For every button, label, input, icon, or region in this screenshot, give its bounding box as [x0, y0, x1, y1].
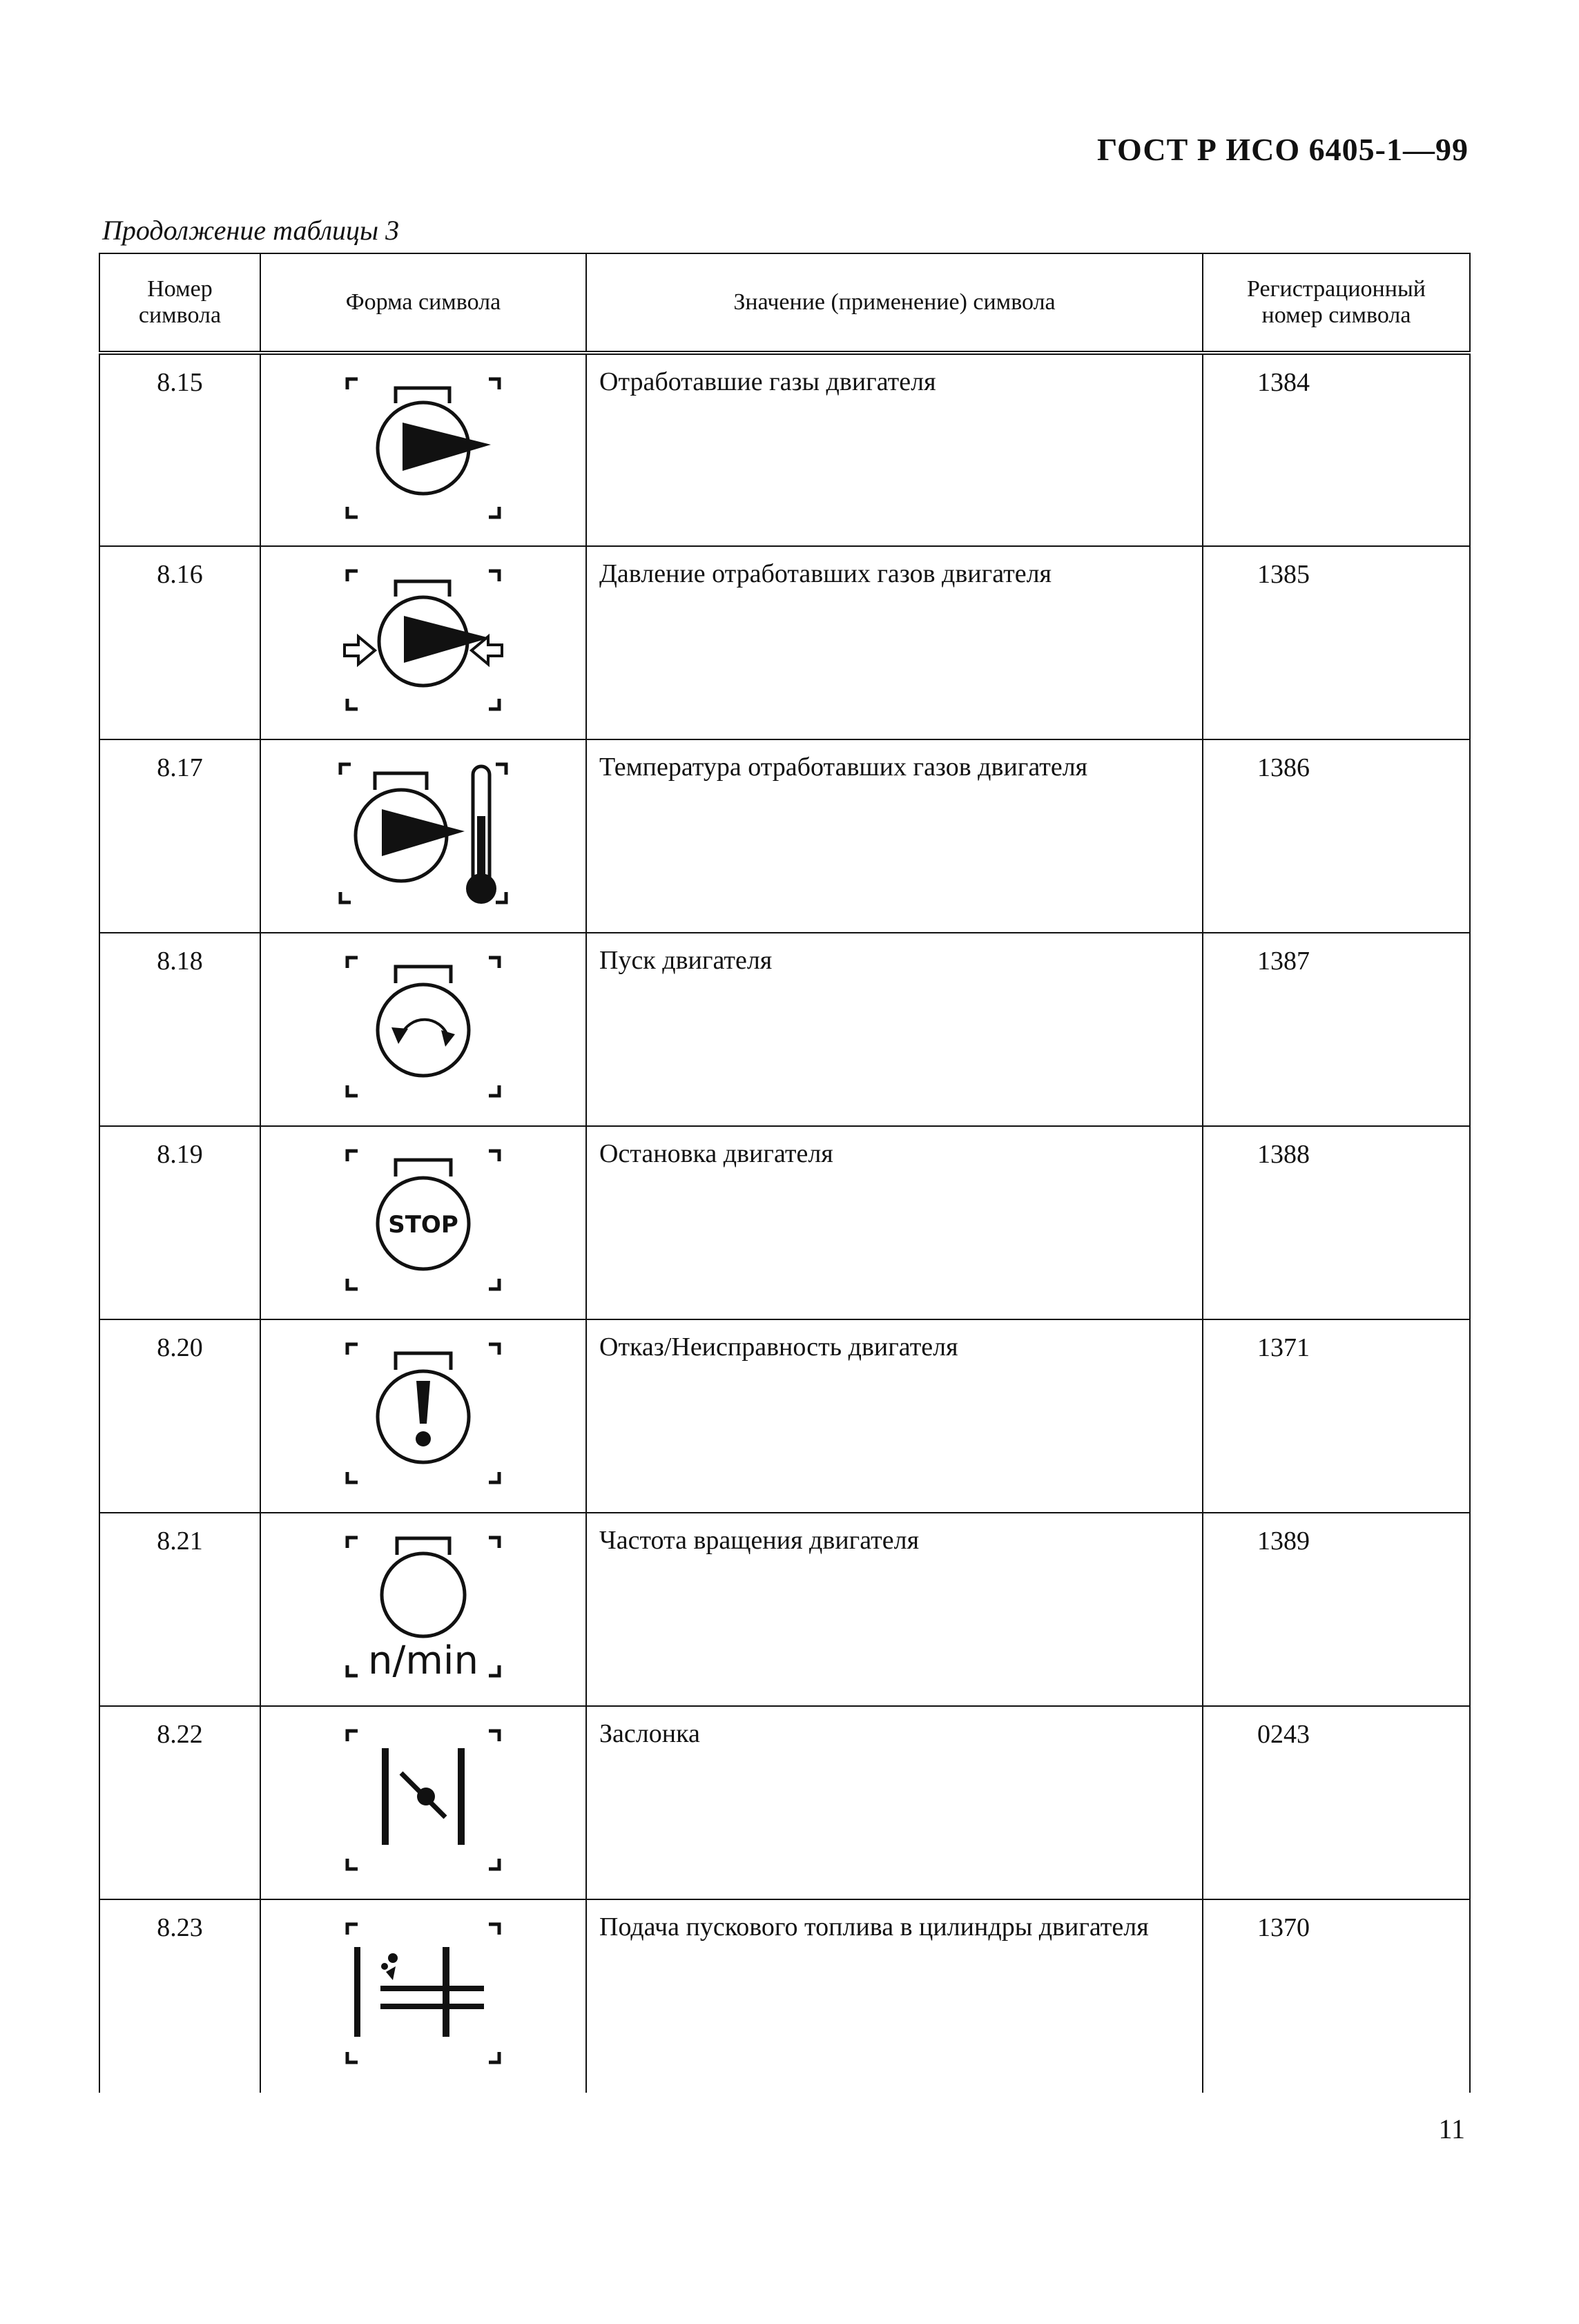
- symbol-meaning: Заслонка: [586, 1706, 1203, 1899]
- symbol-meaning: Подача пускового топлива в цилиндры двигателя: [586, 1899, 1203, 2093]
- symbol-meaning: Пуск двигателя: [586, 933, 1203, 1126]
- symbol-form-cell: [260, 739, 586, 933]
- symbol-meaning: Давление отработавших газов двигателя: [586, 546, 1203, 739]
- header-form: Форма символа: [260, 253, 586, 353]
- header-meaning: Значение (применение) символа: [586, 253, 1203, 353]
- engine-exhaust-temperature-icon: [320, 740, 527, 927]
- symbol-number: 8.23: [99, 1899, 260, 2093]
- registration-number: 1389: [1203, 1513, 1470, 1706]
- engine-failure-icon: [320, 1320, 527, 1507]
- engine-stop-icon: [320, 1127, 527, 1313]
- table-row: [99, 739, 1470, 933]
- registration-number: 1371: [1203, 1319, 1470, 1513]
- engine-exhaust-pressure-icon: [320, 547, 527, 733]
- symbol-form-cell: [260, 933, 586, 1126]
- standard-designation: ГОСТ Р ИСО 6405-1—99: [1096, 132, 1469, 167]
- symbol-form-cell: [260, 353, 586, 546]
- registration-number: 0243: [1203, 1706, 1470, 1899]
- symbol-form-cell: [260, 1319, 586, 1513]
- symbol-meaning: Температура отработавших газов двигателя: [586, 739, 1203, 933]
- table-row: [99, 933, 1470, 1126]
- registration-number: 1388: [1203, 1126, 1470, 1319]
- symbol-number: 8.22: [99, 1706, 260, 1899]
- symbol-number: 8.15: [99, 353, 260, 546]
- engine-exhaust-gas-icon: [320, 355, 527, 541]
- table-row: [99, 1513, 1470, 1706]
- table-row: [99, 1899, 1470, 2093]
- table-row: [99, 353, 1470, 546]
- symbols-table: [99, 253, 1471, 2093]
- symbol-number: 8.19: [99, 1126, 260, 1319]
- symbol-meaning: Частота вращения двигателя: [586, 1513, 1203, 1706]
- engine-start-icon: [320, 933, 527, 1120]
- symbol-meaning: Отработавшие газы двигателя: [586, 353, 1203, 546]
- symbol-form-cell: [260, 546, 586, 739]
- rpm-unit-label: n/min: [368, 1638, 478, 1683]
- registration-number: 1387: [1203, 933, 1470, 1126]
- table-header-row: [99, 253, 1470, 353]
- table-row: [99, 546, 1470, 739]
- table-caption: Продолжение таблицы 3: [102, 215, 400, 246]
- registration-number: 1386: [1203, 739, 1470, 933]
- symbol-number: 8.17: [99, 739, 260, 933]
- symbol-form-cell: [260, 1706, 586, 1899]
- symbol-form-cell: [260, 1126, 586, 1319]
- symbol-form-cell: [260, 1513, 586, 1706]
- registration-number: 1385: [1203, 546, 1470, 739]
- symbol-number: 8.16: [99, 546, 260, 739]
- symbol-meaning: Отказ/Неисправность двигателя: [586, 1319, 1203, 1513]
- table-row: [99, 1126, 1470, 1319]
- symbol-number: 8.20: [99, 1319, 260, 1513]
- symbol-meaning: Остановка двигателя: [586, 1126, 1203, 1319]
- header-registration: Регистрационный номер символа: [1203, 253, 1470, 353]
- symbol-form-cell: [260, 1899, 586, 2093]
- symbol-number: 8.21: [99, 1513, 260, 1706]
- stop-label: STOP: [388, 1211, 458, 1239]
- symbol-number: 8.18: [99, 933, 260, 1126]
- starting-fuel-injection-icon: [320, 1900, 527, 2086]
- engine-speed-icon: [320, 1513, 527, 1700]
- page-number: 11: [1438, 2113, 1465, 2144]
- choke-icon: [320, 1707, 527, 1893]
- exclamation-icon: [416, 1381, 430, 1424]
- registration-number: 1370: [1203, 1899, 1470, 2093]
- header-number: Номер символа: [99, 253, 260, 353]
- table-row: [99, 1706, 1470, 1899]
- table-row: [99, 1319, 1470, 1513]
- registration-number: 1384: [1203, 353, 1470, 546]
